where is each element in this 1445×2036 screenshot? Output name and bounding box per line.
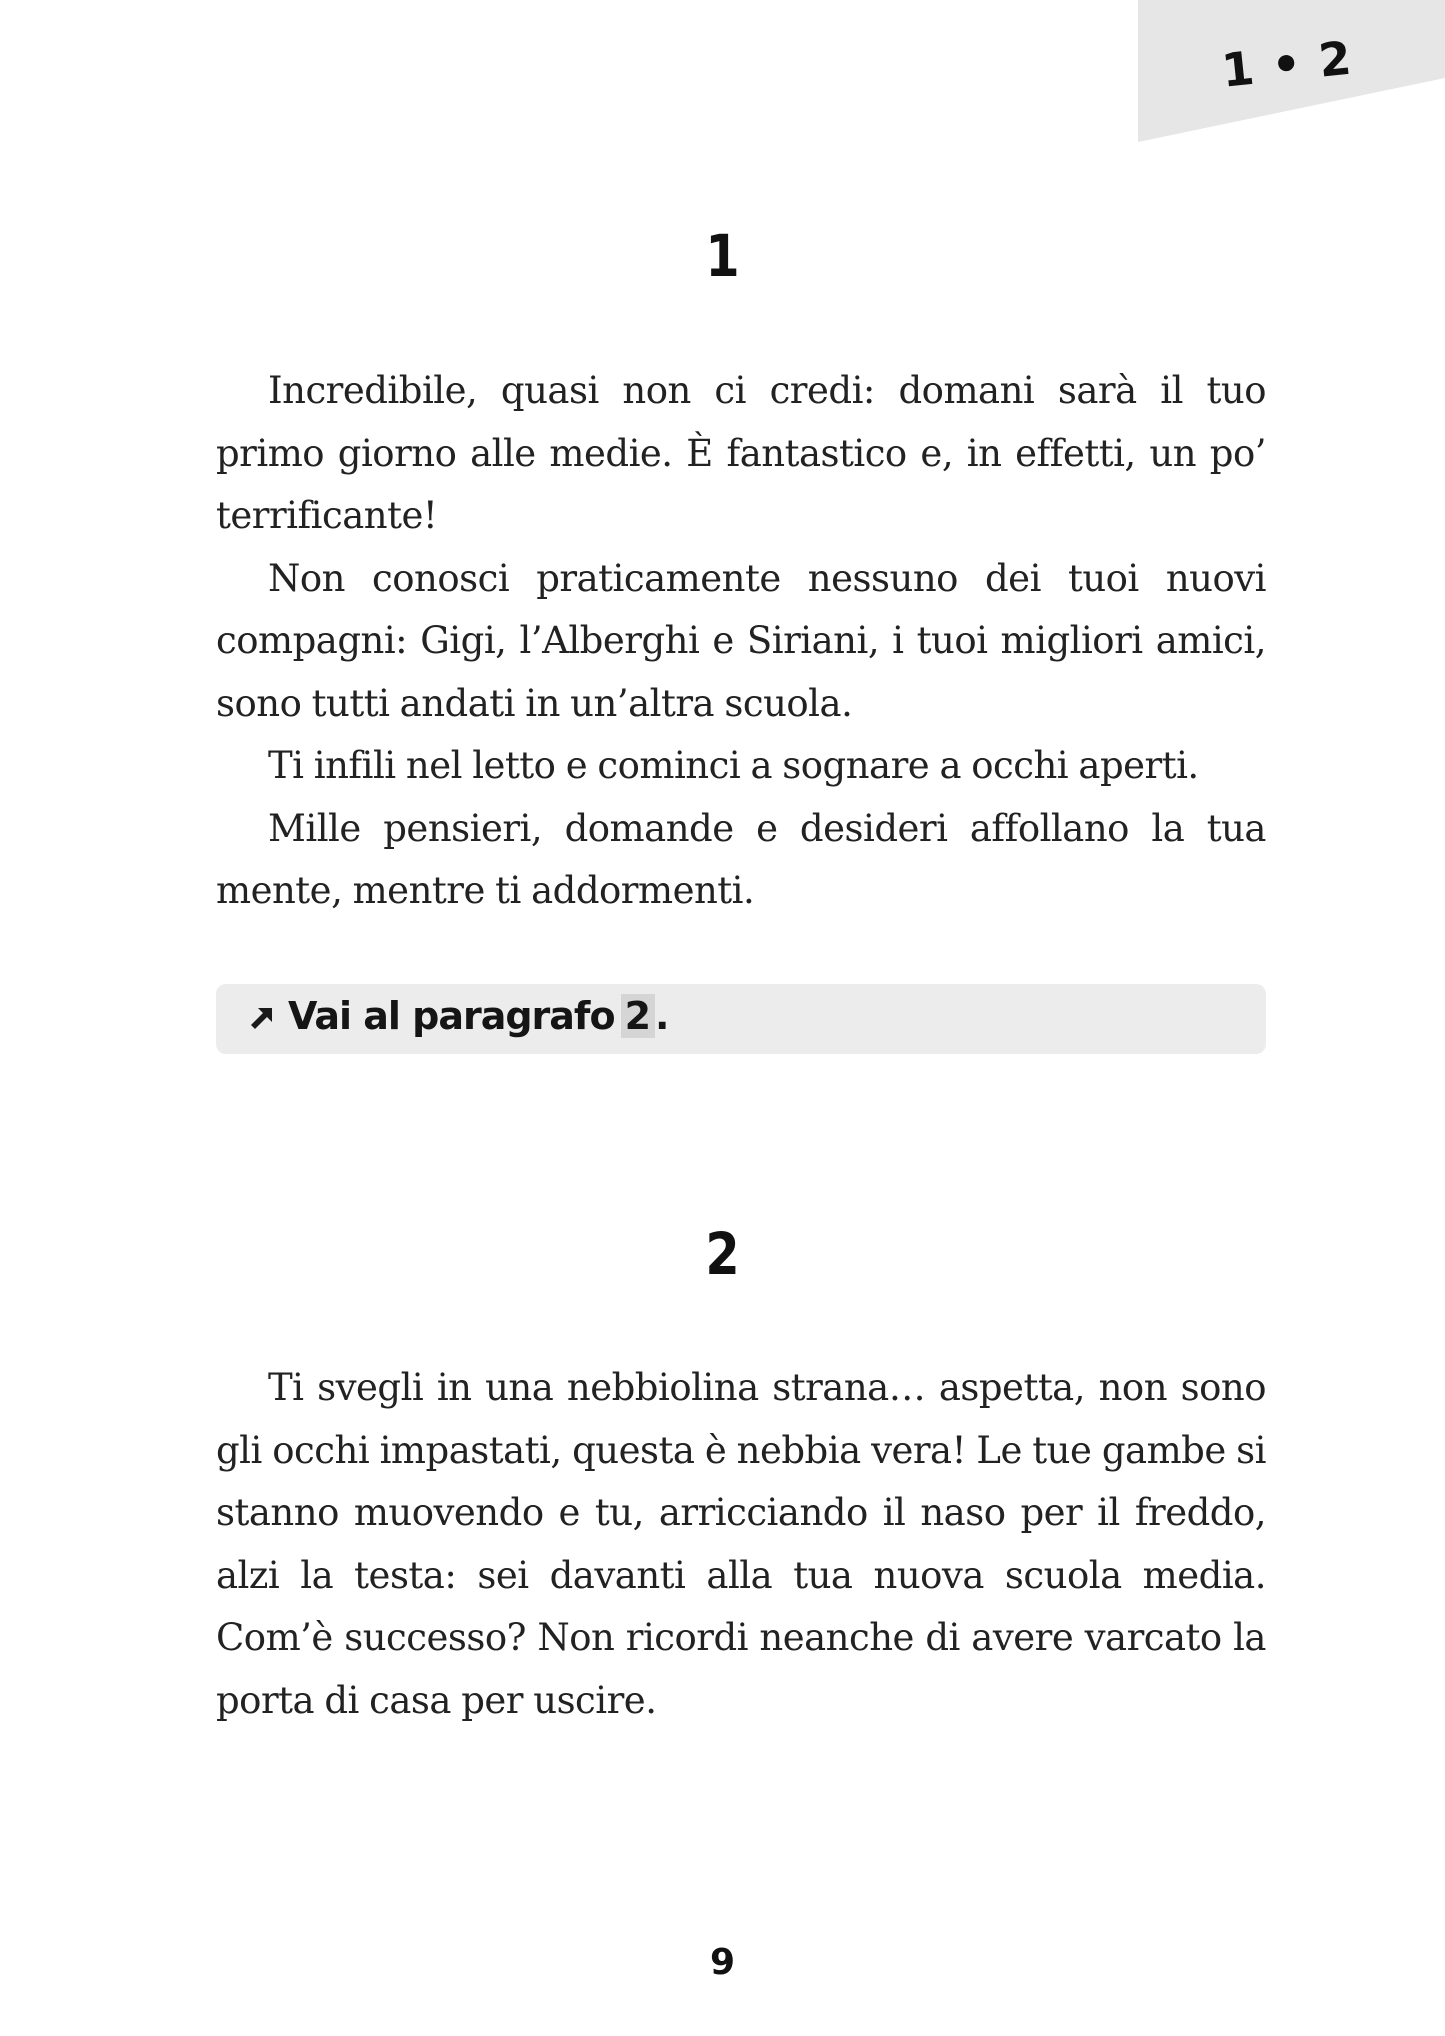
section-1-number: 1	[705, 222, 740, 290]
choice-label-text: Vai al paragrafo	[288, 994, 615, 1038]
section-2-number: 2	[705, 1220, 740, 1288]
choice-label	[288, 994, 668, 1038]
section-1-paragraph: Incredibile, quasi non ci credi: domani sarà il tuo primo giorno alle medie. È fantastico e, in effetti, un po’ terrificante!	[216, 369, 1266, 537]
section-2-paragraph: Ti svegli in una nebbiolina strana… aspetta, non sono gli occhi impastati, questa è nebbia vera! Le tue gambe si stanno muovendo e tu, arricciando il naso per il freddo, alzi la testa: sei davanti alla tua nuova scuola media. Com’è successo? Non ricordi neanche di avere varcato la porta di casa per uscire.	[216, 1366, 1266, 1722]
section-1-paragraph: Mille pensieri, domande e desideri affollano la tua mente, mentre ti addormenti.	[216, 806, 1266, 912]
choice-label-suffix: .	[655, 994, 669, 1038]
page-number: 9	[709, 1942, 736, 1983]
go-to-paragraph-choice[interactable]	[216, 984, 1266, 1054]
section-2-text	[216, 1357, 1266, 1732]
section-1-paragraph: Ti infili nel letto e cominci a sognare a occhi aperti.	[268, 744, 1199, 787]
section-1-paragraph: Non conosci praticamente nessuno dei tuoi nuovi compagni: Gigi, l’Alberghi e Siriani, i tuoi migliori amici, sono tutti andati in un’altra scuola.	[216, 556, 1266, 725]
section-1-text	[216, 360, 1266, 923]
choice-target-number[interactable]: 2	[621, 994, 655, 1038]
section-range-label: 1 • 2	[1219, 30, 1355, 98]
arrow-up-right-icon	[250, 1008, 272, 1030]
